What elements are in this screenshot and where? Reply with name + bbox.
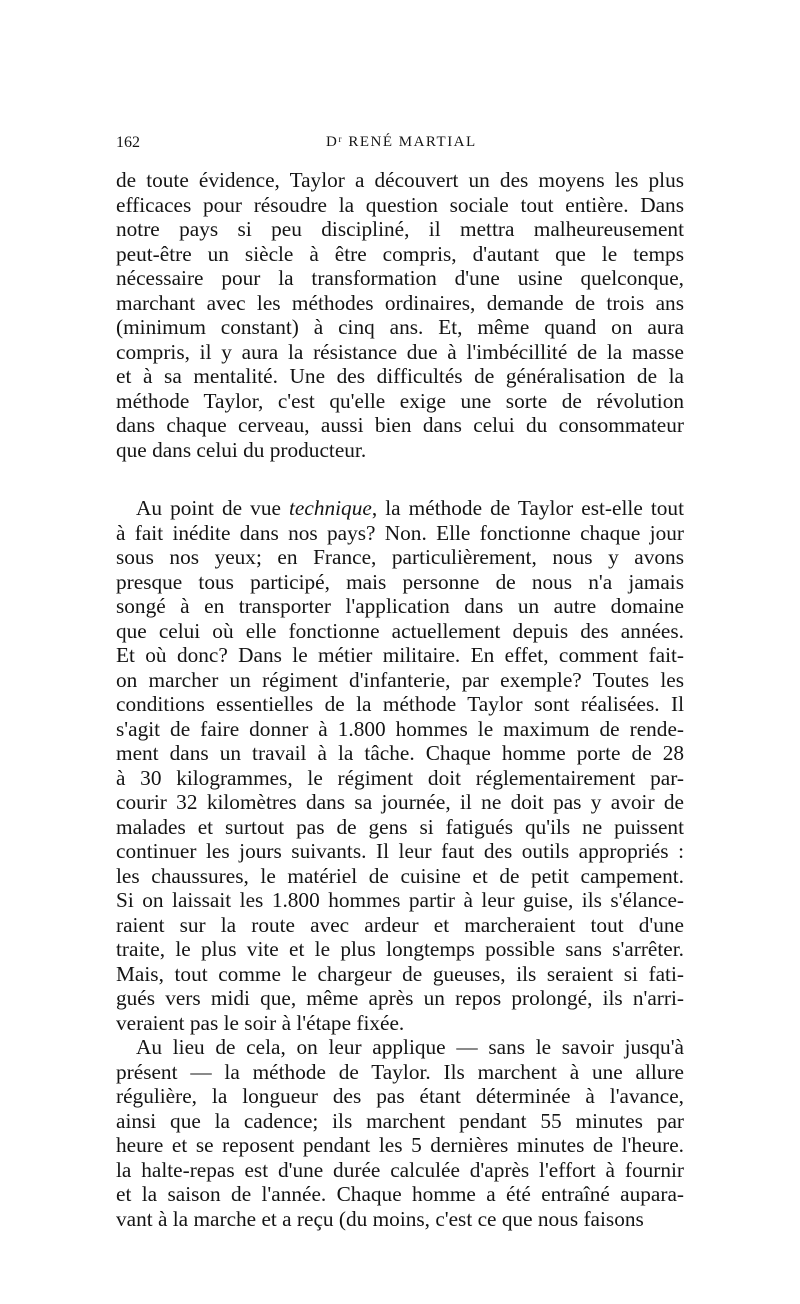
text-line: Si on laissait les 1.800 hommes partir à leur guise, ils s'élance- [116, 888, 684, 912]
text-line: Mais, tout comme le chargeur de gueuses, ils seraient si fati- [116, 961, 684, 986]
text-line: (minimum constant) à cinq ans. Et, même quand on aura [116, 315, 684, 339]
text-line: songé à en transporter l'application dans un autre domaine [116, 594, 684, 618]
text-line: régulière, la longueur des pas étant déterminée à l'avance, [116, 1084, 684, 1108]
text-line: sous nos yeux; en France, particulièrement, nous y avons [116, 545, 684, 569]
emphasized-word: technique [289, 496, 372, 520]
page-number: 162 [116, 134, 140, 151]
text-line: que dans celui du producteur. [116, 437, 367, 462]
text-run: , la méthode de Taylor est-elle tout [371, 496, 684, 520]
text-line: on marcher un régiment d'infanterie, par exemple? Toutes les [116, 667, 684, 692]
text-line: et à sa mentalité. Une des difficultés de généralisation de la [116, 364, 684, 388]
text-run: Au point de vue [136, 496, 290, 520]
text-line: ment dans un travail à la tâche. Chaque homme porte de 28 [116, 741, 684, 765]
text-line: marchant avec les méthodes ordinaires, demande de trois ans [116, 290, 684, 315]
text-line: et la saison de l'année. Chaque homme a été entraîné aupara- [116, 1182, 684, 1206]
text-line: vant à la marche et a reçu (du moins, c'est ce que nous faisons [116, 1206, 644, 1231]
text-line: traite, le plus vite et le plus longtemps possible sans s'arrêter. [116, 937, 684, 961]
text-line: malades et surtout pas de gens si fatigués qu'ils ne puissent [116, 814, 684, 839]
paragraph-2 [116, 496, 684, 1035]
text-line: les chaussures, le matériel de cuisine et de petit campement. [116, 863, 684, 888]
text-line: peut-être un siècle à être compris, d'autant que le temps [116, 241, 684, 266]
running-head: Dʳ RENÉ MARTIAL [326, 134, 477, 150]
text-line: continuer les jours suivants. Il leur faut des outils appropriés : [116, 839, 684, 863]
page-header [116, 134, 686, 158]
text-line: heure et se reposent pendant les 5 dernières minutes de l'heure. [116, 1133, 684, 1157]
text-line: la halte-repas est d'une durée calculée d'après l'effort à fournir [116, 1157, 684, 1182]
text-line: veraient pas le soir à l'étape fixée. [116, 1010, 405, 1035]
text-line: dans chaque cerveau, aussi bien dans celui du consommateur [116, 413, 684, 437]
text-line: ainsi que la cadence; ils marchent pendant 55 minutes par [116, 1108, 684, 1133]
text-line: efficaces pour résoudre la question sociale tout entière. Dans [116, 192, 684, 217]
text-line: Au lieu de cela, on leur applique — sans le savoir jusqu'à [136, 1035, 684, 1059]
text-line: que celui où elle fonctionne actuellement depuis des années. [116, 618, 684, 643]
text-line: conditions essentielles de la méthode Taylor sont réalisées. Il [116, 692, 684, 716]
text-line: à fait inédite dans nos pays? Non. Elle fonctionne chaque jour [116, 520, 684, 545]
text-line: notre pays si peu discipliné, il mettra malheureusement [116, 217, 684, 241]
paragraph-3 [116, 1035, 684, 1231]
text-line [116, 496, 684, 521]
text-line: de toute évidence, Taylor a découvert un des moyens les plus [116, 168, 684, 192]
text-line: gués vers midi que, même après un repos prolongé, ils n'arri- [116, 986, 684, 1010]
text-line: Et où donc? Dans le métier militaire. En effet, comment fait- [116, 643, 684, 667]
text-line: méthode Taylor, c'est qu'elle exige une sorte de révolution [116, 388, 684, 413]
text-line: à 30 kilogrammes, le régiment doit réglementairement par- [116, 765, 684, 790]
text-line: raient sur la route avec ardeur et marcheraient tout d'une [116, 912, 684, 937]
paragraph-1 [116, 168, 684, 462]
text-line: présent — la méthode de Taylor. Ils marchent à une allure [116, 1059, 684, 1084]
page-body [116, 168, 684, 1231]
text-line: nécessaire pour la transformation d'une usine quelconque, [116, 266, 684, 290]
text-line: s'agit de faire donner à 1.800 hommes le maximum de rende- [116, 716, 684, 741]
text-line: compris, il y aura la résistance due à l'imbécillité de la masse [116, 339, 684, 364]
text-line: presque tous participé, mais personne de nous n'a jamais [116, 569, 684, 594]
text-line: courir 32 kilomètres dans sa journée, il ne doit pas y avoir de [116, 790, 684, 814]
